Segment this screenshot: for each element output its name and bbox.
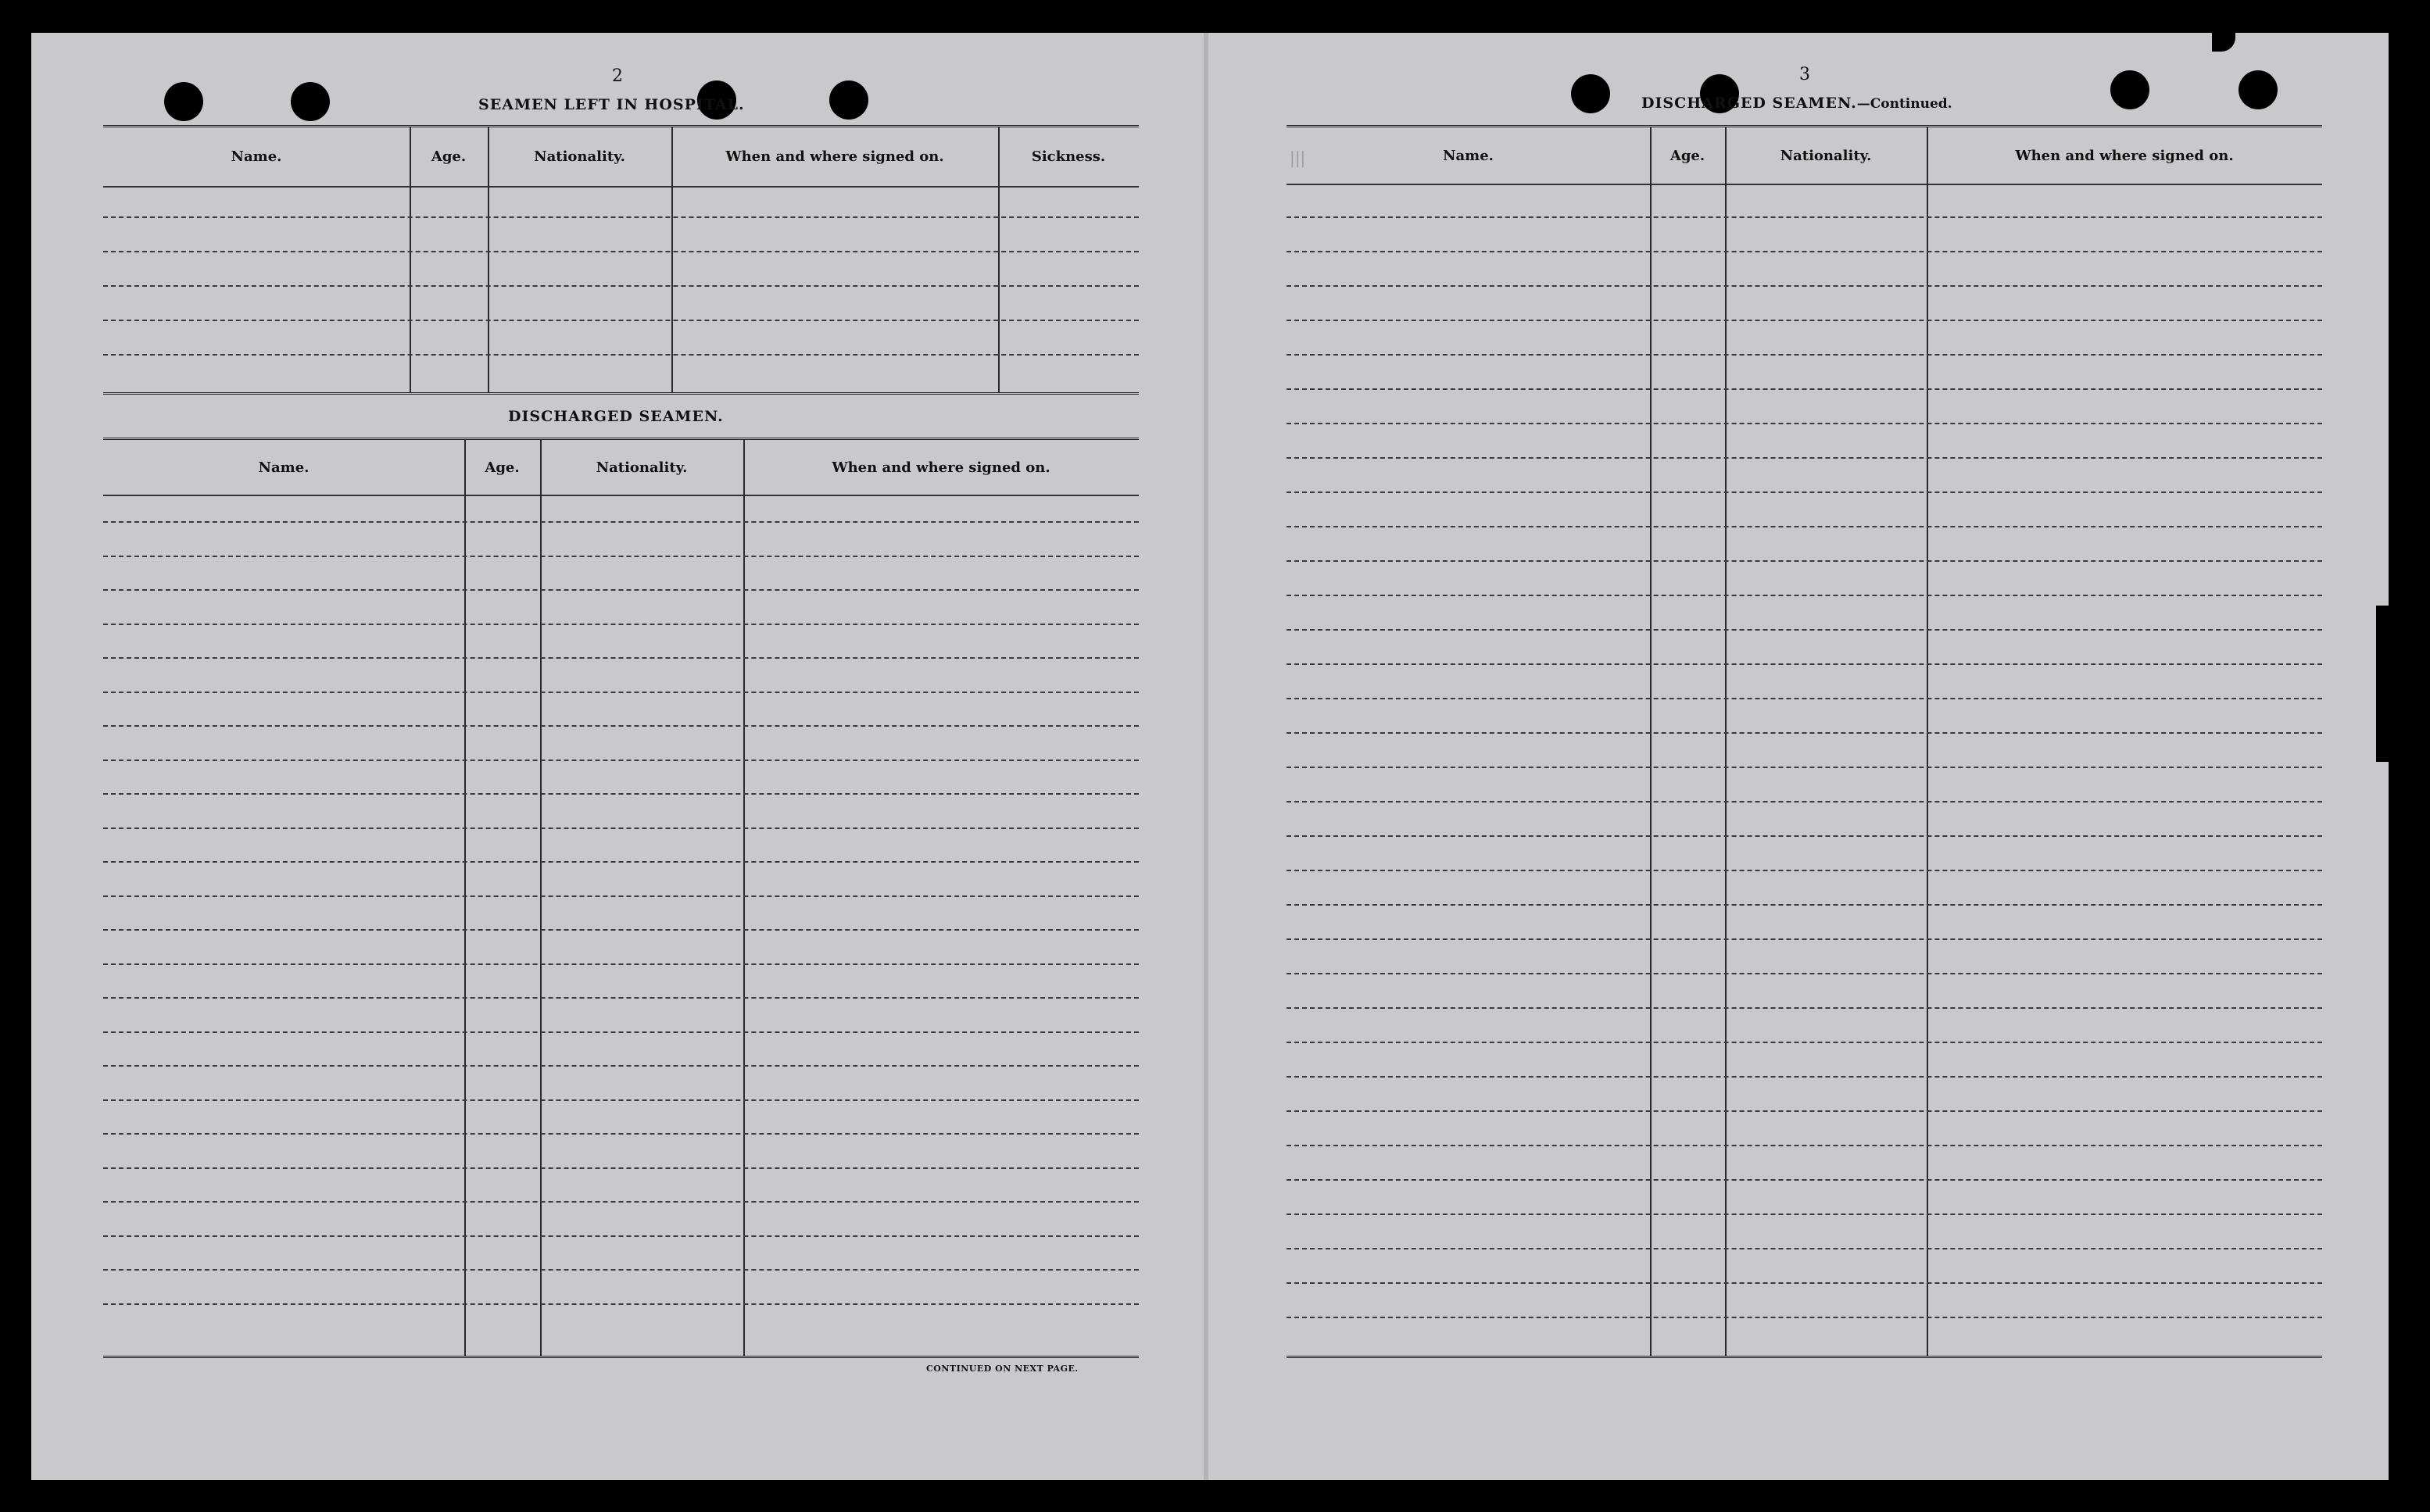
table-row bbox=[103, 1065, 1139, 1067]
column-header: Sickness. bbox=[1031, 148, 1106, 165]
table-row bbox=[103, 692, 1139, 693]
table-row bbox=[103, 589, 1139, 591]
table-row bbox=[1287, 595, 2322, 596]
table-row bbox=[1287, 1248, 2322, 1249]
table-row bbox=[103, 354, 1139, 356]
column-header: Age. bbox=[431, 148, 467, 165]
table-row bbox=[103, 320, 1139, 321]
table-row bbox=[1287, 320, 2322, 321]
table-row bbox=[103, 1269, 1139, 1271]
table-row bbox=[1287, 904, 2322, 906]
table-row bbox=[1287, 938, 2322, 940]
table-row bbox=[103, 624, 1139, 625]
table-row bbox=[1287, 1179, 2322, 1181]
section-title-main: DISCHARGED SEAMEN. bbox=[1641, 95, 1857, 112]
table-body bbox=[1287, 184, 2322, 1356]
footer-note: CONTINUED ON NEXT PAGE. bbox=[926, 1364, 1079, 1374]
column-header: Name. bbox=[1443, 147, 1494, 164]
table-row bbox=[1287, 1145, 2322, 1146]
table-header bbox=[103, 127, 1139, 188]
discharged-continued-table bbox=[1287, 125, 2322, 1358]
page-number: 2 bbox=[612, 66, 623, 86]
hospital-table bbox=[103, 125, 1139, 395]
punch-hole bbox=[829, 80, 868, 120]
table-row bbox=[103, 1031, 1139, 1033]
column-header: Nationality. bbox=[534, 148, 625, 165]
table-body bbox=[103, 186, 1139, 392]
table-row bbox=[1287, 285, 2322, 287]
table-row bbox=[1287, 1110, 2322, 1112]
punch-hole bbox=[164, 82, 203, 121]
table-row bbox=[1287, 767, 2322, 768]
table-row bbox=[1287, 216, 2322, 218]
column-header: Nationality. bbox=[1780, 147, 1872, 164]
table-row bbox=[103, 997, 1139, 999]
table-row bbox=[1287, 423, 2322, 424]
punch-hole bbox=[1571, 74, 1610, 113]
page-fold bbox=[1204, 33, 1208, 1480]
discharged-table bbox=[103, 438, 1139, 1358]
bleed-through-text: ||| bbox=[1290, 148, 1306, 167]
table-row bbox=[1287, 354, 2322, 356]
table-row bbox=[1287, 801, 2322, 802]
table-row bbox=[103, 216, 1139, 218]
column-header: When and where signed on. bbox=[2015, 147, 2234, 164]
table-row bbox=[1287, 1042, 2322, 1043]
table-header bbox=[103, 440, 1139, 496]
table-row bbox=[1287, 251, 2322, 252]
column-header: When and where signed on. bbox=[725, 148, 944, 165]
column-header: Name. bbox=[258, 459, 310, 476]
table-header bbox=[1287, 127, 2322, 185]
table-row bbox=[103, 827, 1139, 829]
table-row bbox=[1287, 1214, 2322, 1215]
table-row bbox=[1287, 491, 2322, 493]
table-row bbox=[1287, 663, 2322, 665]
table-row bbox=[103, 1167, 1139, 1169]
column-header: Age. bbox=[1670, 147, 1705, 164]
table-row bbox=[1287, 1076, 2322, 1078]
table-row bbox=[1287, 388, 2322, 390]
table-row bbox=[1287, 1282, 2322, 1284]
table-body bbox=[103, 495, 1139, 1356]
table-row bbox=[103, 1303, 1139, 1305]
column-header: When and where signed on. bbox=[832, 459, 1050, 476]
table-row bbox=[103, 793, 1139, 795]
table-row bbox=[1287, 629, 2322, 631]
table-row bbox=[103, 1201, 1139, 1203]
column-header: Age. bbox=[485, 459, 520, 476]
punch-hole bbox=[291, 82, 330, 121]
table-row bbox=[103, 657, 1139, 659]
table-row bbox=[103, 251, 1139, 252]
section-title-continued: —Continued. bbox=[1856, 96, 1952, 112]
page-number: 3 bbox=[1799, 65, 1810, 84]
punch-hole bbox=[2239, 70, 2278, 109]
torn-edge bbox=[2376, 606, 2392, 762]
table-row bbox=[103, 725, 1139, 727]
table-row bbox=[1287, 457, 2322, 459]
table-row bbox=[1287, 1317, 2322, 1318]
table-row bbox=[1287, 526, 2322, 527]
table-row bbox=[1287, 1007, 2322, 1009]
table-row bbox=[103, 285, 1139, 287]
table-row bbox=[1287, 870, 2322, 871]
punch-hole bbox=[2110, 70, 2149, 109]
table-row bbox=[1287, 560, 2322, 562]
section-title bbox=[1641, 95, 1952, 112]
table-row bbox=[103, 1235, 1139, 1237]
table-row bbox=[1287, 732, 2322, 734]
table-row bbox=[103, 1099, 1139, 1101]
table-row bbox=[103, 861, 1139, 863]
section-title: DISCHARGED SEAMEN. bbox=[508, 408, 724, 425]
table-row bbox=[1287, 835, 2322, 837]
table-row bbox=[103, 963, 1139, 965]
column-header: Nationality. bbox=[596, 459, 688, 476]
table-row bbox=[103, 556, 1139, 557]
table-row bbox=[1287, 698, 2322, 699]
table-row bbox=[103, 895, 1139, 897]
table-row bbox=[103, 1133, 1139, 1135]
column-header: Name. bbox=[231, 148, 282, 165]
table-row bbox=[103, 929, 1139, 931]
section-title: SEAMEN LEFT IN HOSPITAL. bbox=[478, 96, 745, 113]
table-row bbox=[1287, 973, 2322, 974]
table-row bbox=[103, 521, 1139, 523]
table-row bbox=[103, 760, 1139, 761]
